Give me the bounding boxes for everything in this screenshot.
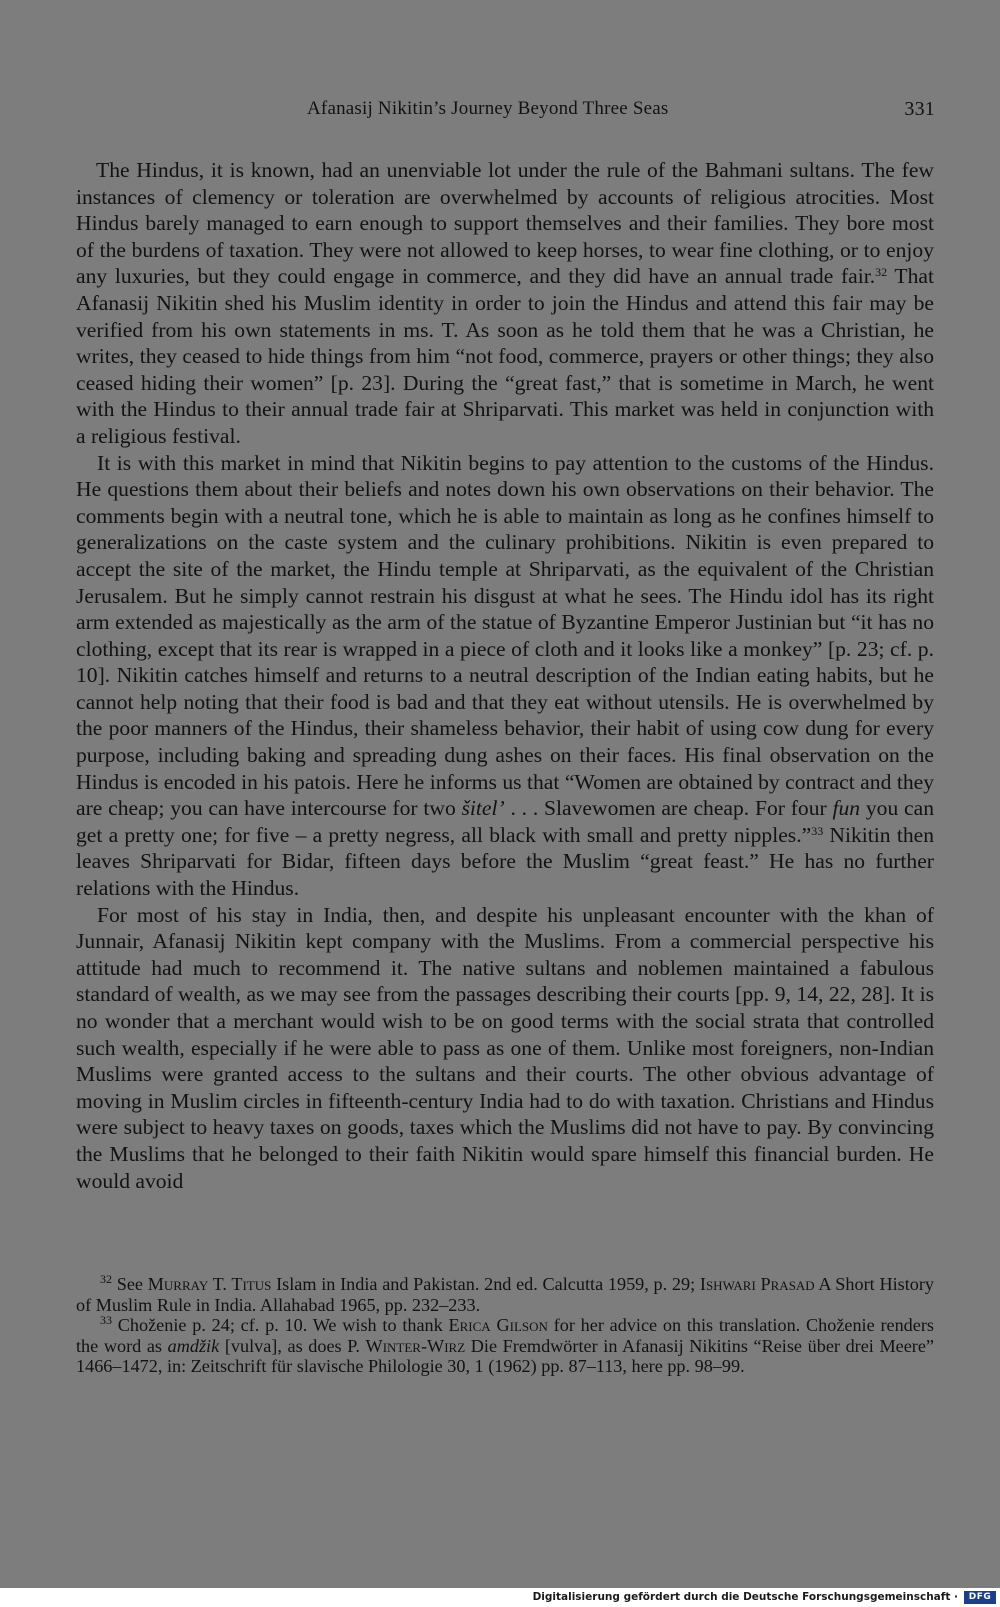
footnote-text: Die Fremdwörter in Afanasij Nikitins “Reise über drei Meere” 1466–1472, in: Zeitschrift für slavische Philologie 30, 1 (1962) pp. 87–113, here pp. 98–99. xyxy=(76,1335,935,1377)
main-text xyxy=(76,157,934,1194)
author-name: Erica Gilson xyxy=(448,1315,548,1336)
running-title: Afanasij Nikitin’s Journey Beyond Three Seas xyxy=(307,98,669,119)
italic-term-sitel: šitel’ xyxy=(461,796,505,821)
italic-term-amdzik: amdžik xyxy=(167,1335,220,1356)
footnote-text: A Short History of Muslim Rule in India. Allahabad 1965, pp. 232–233. xyxy=(76,1274,935,1315)
footnote-text: for her advice on this translation. Choženie renders the word as xyxy=(76,1315,934,1356)
digitization-credit-bar xyxy=(0,1588,1000,1607)
paragraph-2-text-a: It is with this market in mind that Nikitin begins to pay attention to the customs of the Hindus. He questions them about their beliefs and notes down his own observations on their behavior. The comments begin with a neutral tone, which he is able to maintain as long as he confines himself to generalizations on the caste system and the culinary prohibitions. Nikitin is even prepared to accept the site of the market, the Hindu temple at Shriparvati, as the equivalent of the Christian Jerusalem. But he simply cannot restrain his disgust at what he sees. The Hindu idol has its right arm extended as majestically as the arm of the statue of Byzantine Emperor Justinian but “it has no clothing, except that its rear is wrapped in a piece of cloth and it looks like a monkey” [p. 23; cf. p. 10]. Nikitin catches himself and returns to a neutral description of the Indian eating habits, but he cannot help noting that their food is bad and that they eat without utensils. He is overwhelmed by the poor manners of the Hindus, their shameless behavior, their habit of using cow dung for every purpose, including baking and spreading dung ashes on their faces. His final observation on the Hindus is encoded in his patois. Here he informs us that “Women are obtained by contract and they are cheap; you can have intercourse for two xyxy=(76,450,934,821)
paragraph-1-text-a: The Hindus, it is known, had an unenviable lot under the rule of the Bahmani sultans. The few instances of clemency or toleration are overwhelmed by accounts of religious atrocities. Most Hindus barely managed to earn enough to support themselves and their families. They bore most of the burdens of taxation. They were not allowed to keep horses, to wear fine clothing, or to enjoy any luxuries, but they could engage in commerce, and they did have an annual trade fair. xyxy=(76,158,934,289)
paragraph-1-text-b: That Afanasij Nikitin shed his Muslim identity in order to join the Hindus and attend this fair may be verified from his own statements in ms. T. As soon as he told them that he was a Christian, he writes, they ceased to hide things from him “not food, commerce, prayers or other things; they also ceased hiding their women” [p. 23]. During the “great fast,” that is sometime in March, he went with the Hindus to their annual trade fair at Shriparvati. This market was held in conjunction with a religious festival. xyxy=(76,264,934,448)
page-number: 331 xyxy=(904,98,935,120)
running-head xyxy=(75,98,935,126)
paragraph-1 xyxy=(76,157,934,450)
footnote-number: 33 xyxy=(100,1313,112,1328)
credit-text: Digitalisierung gefördert durch die Deutsche Forschungsgemeinschaft · xyxy=(532,1591,958,1603)
footnote-number: 32 xyxy=(100,1272,112,1286)
footnotes xyxy=(76,1274,934,1377)
paragraph-2-text-c: you can get a pretty one; for five – a pretty negress, all black with small and pretty nipples.” xyxy=(76,796,934,847)
footnote-text: [vulva], as does P. xyxy=(219,1335,366,1356)
footnote-33 xyxy=(76,1315,934,1377)
footnote-32 xyxy=(76,1274,934,1315)
author-name: Winter-Wirz xyxy=(365,1335,466,1356)
footnote-ref-32: 32 xyxy=(875,265,888,280)
paragraph-2 xyxy=(76,450,934,902)
footnote-ref-33: 33 xyxy=(811,823,824,838)
author-name: Ishwari Prasad xyxy=(699,1274,815,1294)
footnote-text: Choženie p. 24; cf. p. 10. We wish to thank xyxy=(112,1315,449,1336)
paragraph-2-text-b: . . . Slavewomen are cheap. For four xyxy=(504,796,833,821)
paragraph-2-text-d: Nikitin then leaves Shriparvati for Bidar, fifteen days before the Muslim “great feast.” He has no further relations with the Hindus. xyxy=(76,822,934,901)
italic-term-fun: fun xyxy=(832,796,861,821)
author-name: Murray T. Titus xyxy=(147,1274,272,1294)
footnote-text: See xyxy=(112,1274,148,1294)
footnote-text: Islam in India and Pakistan. 2nd ed. Calcutta 1959, p. 29; xyxy=(271,1274,700,1294)
dfg-logo: DFG xyxy=(964,1591,996,1604)
paragraph-3: For most of his stay in India, then, and despite his unpleasant encounter with the khan of Junnair, Afanasij Nikitin kept company with the Muslims. From a commercial perspective his attitude had much to recommend it. The native sultans and noblemen maintained a fabulous standard of wealth, as we may see from the passages describing their courts [pp. 9, 14, 22, 28]. It is no wonder that a merchant would wish to be on good terms with the social strata that controlled such wealth, especially if he were able to pass as one of them. Unlike most foreigners, non-Indian Muslims were granted access to the sultans and their courts. The other obvious advantage of moving in Muslim circles in fifteenth-century India had to do with taxation. Christians and Hindus were subject to heavy taxes on goods, taxes which the Muslims did not have to pay. By convincing the Muslims that he belonged to their faith Nikitin would spare himself this financial burden. He would avoid xyxy=(76,902,934,1193)
